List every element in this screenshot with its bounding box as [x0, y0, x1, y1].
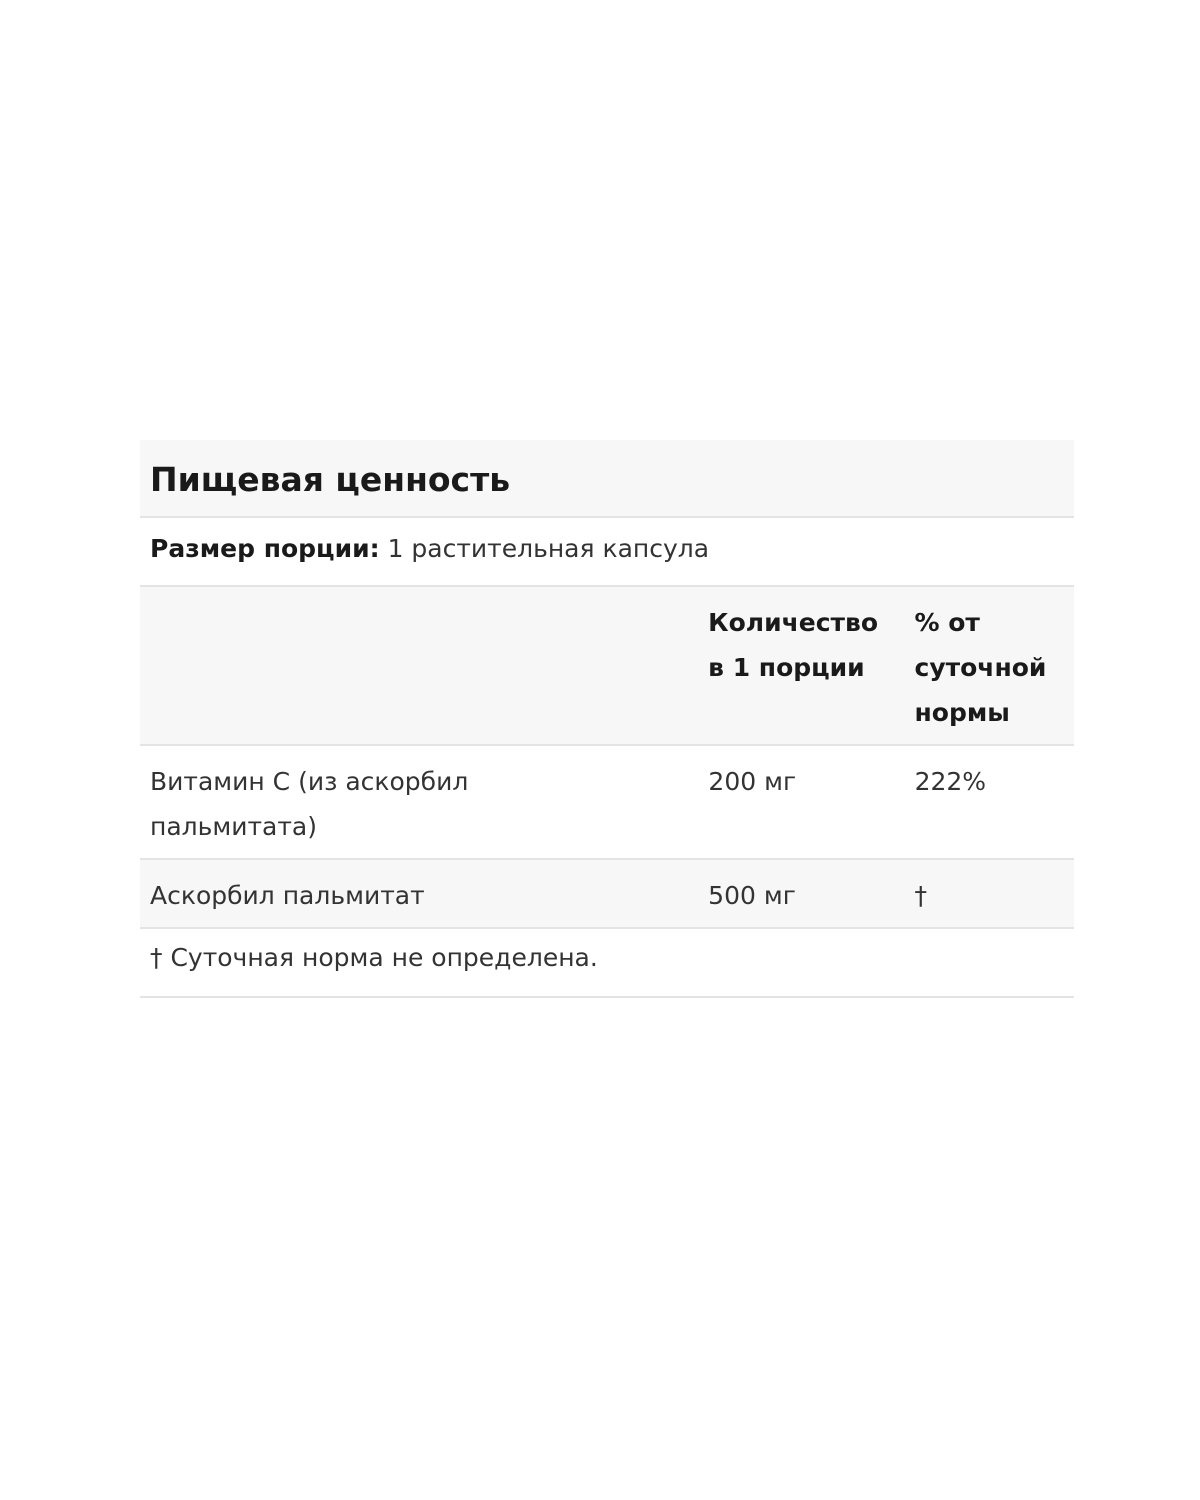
nutrient-daily-value: †: [914, 881, 927, 910]
serving-size-value: 1 растительная капсула: [387, 534, 710, 563]
nutrition-facts-panel: [140, 440, 1074, 998]
panel-title: Пищевая ценность: [140, 440, 1074, 518]
header-daily-value: % от суточной нормы: [914, 608, 1047, 727]
serving-size-label: Размер порции:: [150, 534, 380, 563]
nutrient-amount: 200 мг: [708, 767, 797, 796]
nutrient-name: Витамин С (из аскорбил пальмитата): [150, 767, 469, 841]
table-header: [140, 587, 1074, 746]
footnote: † Суточная норма не определена.: [140, 929, 1074, 998]
nutrient-amount: 500 мг: [708, 881, 796, 910]
nutrient-daily-value: 222%: [914, 767, 987, 796]
header-name: [150, 600, 708, 744]
serving-size: [140, 518, 1074, 587]
nutrient-name: Аскорбил пальмитат: [150, 881, 425, 910]
table-row: [140, 746, 1074, 860]
header-amount: Количество в 1 порции: [708, 608, 879, 682]
table-row: [140, 860, 1074, 929]
